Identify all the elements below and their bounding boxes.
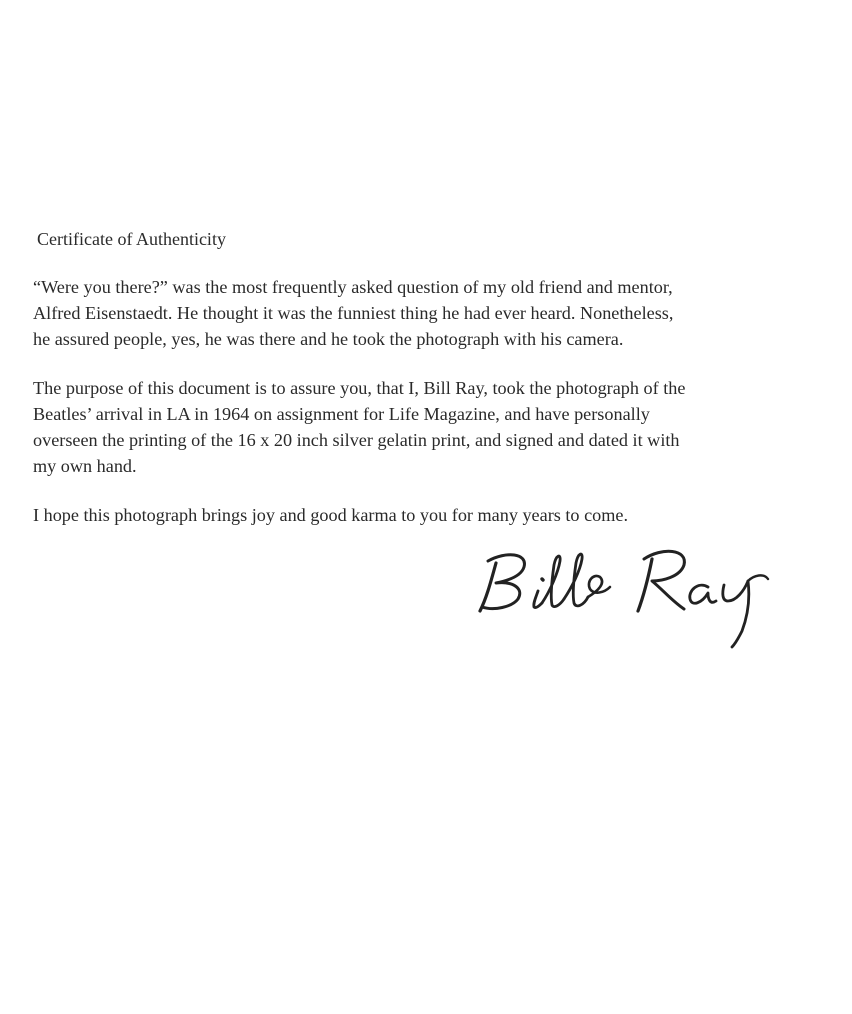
paragraph-line: I hope this photograph brings joy and good karma to you for many years to come. xyxy=(33,505,629,525)
letter-body xyxy=(33,226,833,551)
paragraph-line: my own hand. xyxy=(33,456,137,476)
certificate-heading: Certificate of Authenticity xyxy=(37,229,226,249)
paragraph-3 xyxy=(33,502,833,528)
paragraph-2 xyxy=(33,375,833,479)
paragraph-line: he assured people, yes, he was there and he took the photograph with his camera. xyxy=(33,329,624,349)
paragraph-line: “Were you there?” was the most frequently asked question of my old friend and mentor, xyxy=(33,277,673,297)
paragraph-line: The purpose of this document is to assure you, that I, Bill Ray, took the photograph of the xyxy=(33,378,686,398)
handwritten-signature xyxy=(476,535,786,650)
paragraph-line: Beatles’ arrival in LA in 1964 on assignment for Life Magazine, and have personally xyxy=(33,404,650,424)
paragraph-line: Alfred Eisenstaedt. He thought it was the funniest thing he had ever heard. Nonetheless, xyxy=(33,303,674,323)
paragraph-line: overseen the printing of the 16 x 20 inch silver gelatin print, and signed and dated it with xyxy=(33,430,680,450)
paragraph-1 xyxy=(33,274,833,352)
